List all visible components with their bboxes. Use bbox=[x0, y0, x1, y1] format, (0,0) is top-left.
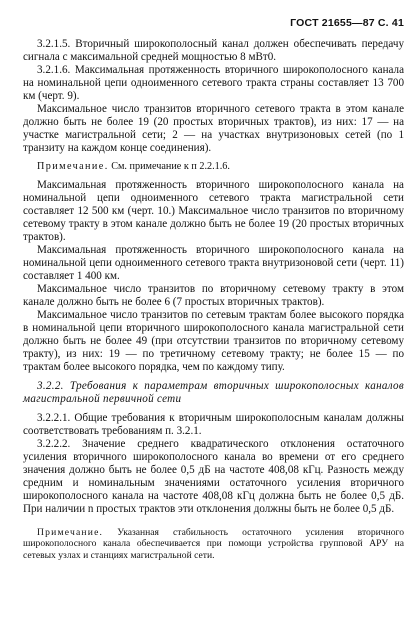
document-body bbox=[23, 38, 404, 561]
paragraph-3-2-1-6: 3.2.1.6. Максимальная протяженность вторичного широкополосного канала на номинальной цепи одноименного сетевого тракта страны составляет 13 700 км (черт. 9). bbox=[23, 64, 404, 102]
paragraph-higher-order-transits: Максимальное число транзитов по сетевым трактам более высокого порядка в номинальной цепи вторичного широкополосного канала магистральной сети должно быть не более 49 (при отсутствии транзитов по вторичному сетевому тракту), из них: 19 — по третичному сетевому тракту; не более 15 — по трактам более высокого порядка, чем по каждому типу. bbox=[23, 308, 404, 373]
note-1-text: См. примечание к п 2.2.1.6. bbox=[111, 161, 230, 172]
paragraph-3-2-2-1: 3.2.2.1. Общие требования к вторичным широкополосным каналам должны соответствовать требованиям п. 3.2.1. bbox=[23, 411, 404, 437]
note-2-text: Указанная стабильность остаточного усиления вторичного широкополосного канала обеспечивается при помощи устройства групповой АРУ на сетевых узлах и станциях магистральной сети. bbox=[23, 526, 404, 561]
note-1-label: Примечание. bbox=[37, 161, 109, 172]
section-heading-3-2-2: 3.2.2. Требования к параметрам вторичных широкополосных каналов магистральной первичной сети bbox=[23, 379, 404, 405]
page-header: ГОСТ 21655—87 С. 41 bbox=[290, 17, 404, 29]
note-1 bbox=[23, 161, 404, 174]
paragraph-backbone-length: Максимальная протяженность вторичного широкополосного канала на номинальной цепи одноименного сетевого тракта магистральной сети составляет 12 500 км (черт. 10.) Максимальное число транзитов по вторичному сетевому тракту в этом канале должно быть не более 19 (20 простых вторичных трактов). bbox=[23, 178, 404, 243]
note-2 bbox=[23, 527, 404, 562]
paragraph-intrazone-length: Максимальная протяженность вторичного широкополосного канала на номинальной цепи одноименного сетевого тракта внутризоновой сети (черт. 11) составляет 1 400 км. bbox=[23, 243, 404, 282]
note-2-label: Примечание. bbox=[37, 526, 104, 538]
paragraph-3-2-2-2: 3.2.2.2. Значение среднего квадратического отклонения остаточного усиления вторичного широкополосного канала во времени от его среднего значения должно быть не более 0,5 дБ на частоте 408,08 кГц. Разность между средним и номинальным значениями остаточного усиления вторичного широкополосного канала на частоте 408,08 кГц должна быть не более 0,5 дБ. При наличии n простых трактов эти отклонения должны быть не более 0,5 дБ. bbox=[23, 437, 404, 515]
paragraph-intrazone-transits: Максимальное число транзитов по вторичному сетевому тракту в этом канале должно быть не более 6 (7 простых вторичных трактов). bbox=[23, 282, 404, 308]
paragraph-3-2-1-5: 3.2.1.5. Вторичный широкополосный канал должен обеспечивать передачу сигнала с максимальной средней мощностью 8 мВт0. bbox=[23, 38, 404, 63]
paragraph-transits-secondary: Максимальное число транзитов вторичного сетевого тракта в этом канале должно быть не более 19 (20 простых вторичных трактов), из них: 17 — на участке магистральной сети; 2 — на участках внутризоновых сетей (по 1 транзиту на каждом конце соединения). bbox=[23, 103, 404, 154]
